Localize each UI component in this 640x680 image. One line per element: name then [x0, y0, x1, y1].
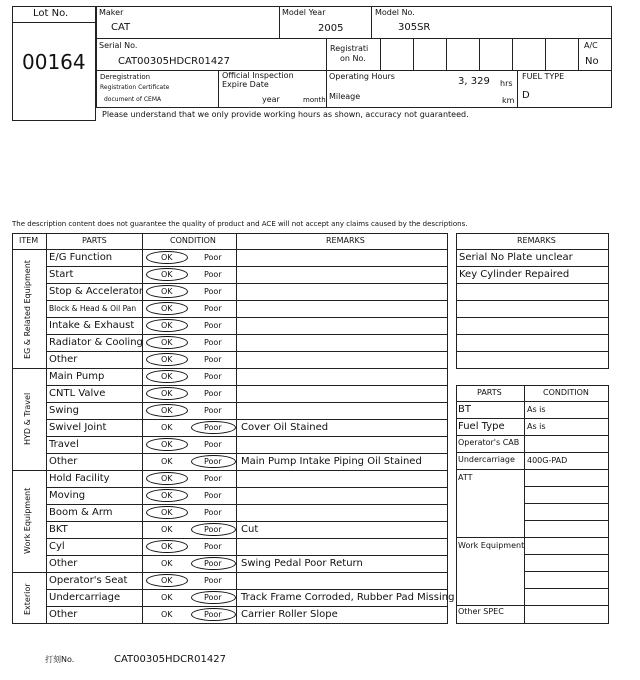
row-part-label: CNTL Valve	[49, 388, 106, 399]
other-spec-label: Other SPEC	[458, 607, 504, 616]
ok-selected-mark	[146, 353, 188, 366]
operating-hours-label: Operating Hours	[329, 72, 395, 81]
year-label: year	[262, 95, 280, 104]
row-part-label: Boom & Arm	[49, 507, 113, 518]
row-part-label: Moving	[49, 490, 86, 501]
parts-panel-part: Undercarriage	[458, 455, 515, 464]
ok-selected-mark	[146, 302, 188, 315]
condition-poor[interactable]: Poor	[204, 491, 222, 500]
row-part-label: Start	[49, 269, 74, 280]
col-condition-header: CONDITION	[170, 236, 216, 245]
condition-ok[interactable]: OK	[161, 423, 173, 432]
att-label: ATT	[458, 473, 473, 482]
condition-ok[interactable]: OK	[161, 304, 173, 313]
row-part-label: Other	[49, 456, 78, 467]
row-part-label: Other	[49, 354, 78, 365]
row-remark: Swing Pedal Poor Return	[241, 558, 363, 569]
poor-selected-mark	[191, 421, 236, 434]
condition-poor[interactable]: Poor	[204, 508, 222, 517]
hrs-unit: hrs	[500, 79, 513, 88]
condition-poor[interactable]: Poor	[204, 338, 222, 347]
poor-selected-mark	[191, 557, 236, 570]
group-label-work-equipment: Work Equipment	[23, 487, 32, 555]
row-part-label: Other	[49, 609, 78, 620]
condition-ok[interactable]: OK	[161, 372, 173, 381]
row-part-label: Cyl	[49, 541, 65, 552]
deregistration-label: Deregistration	[100, 73, 151, 81]
condition-poor[interactable]: Poor	[204, 610, 222, 619]
row-part-label: Intake & Exhaust	[49, 320, 135, 331]
ok-selected-mark	[146, 285, 188, 298]
condition-ok[interactable]: OK	[161, 406, 173, 415]
registration-certificate-label: Registration Certificate	[100, 84, 170, 91]
poor-selected-mark	[191, 591, 236, 604]
condition-ok[interactable]: OK	[161, 508, 173, 517]
condition-ok[interactable]: OK	[161, 491, 173, 500]
row-part-label: Undercarriage	[49, 592, 121, 603]
row-part-label: Travel	[49, 439, 79, 450]
model-year-label: Model Year	[282, 8, 326, 17]
operating-hours-value: 3, 329	[458, 76, 490, 87]
row-part-label: Block & Head & Oil Pan	[49, 304, 137, 313]
parts-panel-part: Fuel Type	[458, 421, 505, 432]
row-part-label: Operator's Seat	[49, 575, 128, 586]
maker-value: CAT	[111, 22, 131, 33]
condition-ok[interactable]: OK	[161, 389, 173, 398]
ok-selected-mark	[146, 336, 188, 349]
condition-ok[interactable]: OK	[161, 355, 173, 364]
condition-ok[interactable]: OK	[161, 542, 173, 551]
inspection-label: Official Inspection	[222, 71, 294, 80]
condition-poor[interactable]: Poor	[204, 321, 222, 330]
parts-panel-condition: As is	[527, 422, 546, 431]
col-item-header: ITEM	[19, 236, 39, 245]
ac-value: No	[585, 56, 599, 67]
mileage-label: Mileage	[329, 92, 361, 101]
ok-selected-mark	[146, 489, 188, 502]
row-remark: Main Pump Intake Piping Oil Stained	[241, 456, 422, 467]
row-part-label: BKT	[49, 524, 68, 535]
condition-ok[interactable]: OK	[161, 338, 173, 347]
condition-ok[interactable]: OK	[161, 321, 173, 330]
model-year-value: 2005	[318, 23, 344, 34]
group-label-exterior: Exterior	[23, 583, 32, 615]
serial-label: Serial No.	[99, 41, 138, 50]
parts-panel-condition: As is	[527, 405, 546, 414]
condition-poor[interactable]: Poor	[204, 423, 222, 432]
ok-selected-mark	[146, 319, 188, 332]
poor-selected-mark	[191, 608, 236, 621]
stamp-label: 打刻No.	[45, 655, 75, 664]
row-part-label: Swing	[49, 405, 79, 416]
ok-selected-mark	[146, 268, 188, 281]
maker-label: Maker	[99, 8, 124, 17]
condition-poor[interactable]: Poor	[204, 270, 222, 279]
ac-label: A/C	[584, 41, 598, 50]
condition-poor[interactable]: Poor	[204, 389, 222, 398]
ok-selected-mark	[146, 438, 188, 451]
condition-ok[interactable]: OK	[161, 457, 173, 466]
row-part-label: Main Pump	[49, 371, 105, 382]
condition-poor[interactable]: Poor	[204, 525, 222, 534]
condition-ok[interactable]: OK	[161, 576, 173, 585]
group-label-hyd-travel: HYD & Travel	[23, 392, 32, 446]
condition-poor[interactable]: Poor	[204, 355, 222, 364]
disclaimer: The description content does not guarantee the quality of product and ACE will not accept any claims caused by the descriptions.	[12, 220, 468, 228]
ok-selected-mark	[146, 472, 188, 485]
condition-poor[interactable]: Poor	[204, 253, 222, 262]
km-unit: km	[502, 96, 515, 105]
parts-panel-col-condition: CONDITION	[543, 388, 589, 397]
row-remark: Cover Oil Stained	[241, 422, 329, 433]
condition-ok[interactable]: OK	[161, 287, 173, 296]
row-part-label: Other	[49, 558, 78, 569]
lot-no-label: Lot No.	[33, 8, 69, 19]
registration-label: Registrati	[330, 44, 369, 53]
model-no-value: 305SR	[398, 22, 431, 33]
condition-ok[interactable]: OK	[161, 253, 173, 262]
condition-poor[interactable]: Poor	[204, 372, 222, 381]
ok-selected-mark	[146, 370, 188, 383]
condition-poor[interactable]: Poor	[204, 304, 222, 313]
cema-label: document of CEMA	[104, 96, 162, 103]
condition-poor[interactable]: Poor	[204, 440, 222, 449]
condition-poor[interactable]: Poor	[204, 406, 222, 415]
lot-no-value: 00164	[22, 50, 86, 74]
parts-panel-part: Operator's CAB	[458, 438, 520, 447]
row-remark: Carrier Roller Slope	[241, 609, 338, 620]
fuel-type-value: D	[522, 90, 530, 101]
ok-selected-mark	[146, 251, 188, 264]
row-part-label: Hold Facility	[49, 473, 110, 484]
work-equipment-label: Work Equipment	[458, 541, 525, 550]
row-part-label: Swivel Joint	[49, 422, 107, 433]
model-no-label: Model No.	[375, 8, 415, 17]
condition-poor[interactable]: Poor	[204, 576, 222, 585]
remarks-panel-title: REMARKS	[517, 236, 556, 245]
ok-selected-mark	[146, 387, 188, 400]
ok-selected-mark	[146, 574, 188, 587]
condition-poor[interactable]: Poor	[204, 474, 222, 483]
parts-panel-condition: 400G-PAD	[527, 456, 568, 465]
remarks-panel-line: Key Cylinder Repaired	[459, 269, 570, 280]
col-remarks-header: REMARKS	[326, 236, 365, 245]
condition-ok[interactable]: OK	[161, 525, 173, 534]
fuel-type-label: FUEL TYPE	[522, 72, 565, 81]
ok-selected-mark	[146, 404, 188, 417]
condition-poor[interactable]: Poor	[204, 457, 222, 466]
condition-poor[interactable]: Poor	[204, 593, 222, 602]
parts-panel-part: BT	[458, 404, 471, 415]
row-remark: Track Frame Corroded, Rubber Pad Missing	[241, 592, 455, 603]
condition-poor[interactable]: Poor	[204, 559, 222, 568]
condition-ok[interactable]: OK	[161, 474, 173, 483]
ok-selected-mark	[146, 540, 188, 553]
month-label: month	[303, 96, 326, 104]
ok-selected-mark	[146, 506, 188, 519]
condition-ok[interactable]: OK	[161, 593, 173, 602]
poor-selected-mark	[191, 455, 236, 468]
condition-ok[interactable]: OK	[161, 610, 173, 619]
col-parts-header: PARTS	[82, 236, 107, 245]
row-part-label: E/G Function	[49, 252, 113, 263]
registration-label-2: on No.	[340, 54, 366, 63]
hours-note: Please understand that we only provide working hours as shown, accuracy not guaranteed.	[102, 110, 469, 119]
stamp-value: CAT00305HDCR01427	[114, 654, 226, 665]
remarks-panel-line: Serial No Plate unclear	[459, 252, 573, 263]
condition-poor[interactable]: Poor	[204, 287, 222, 296]
serial-value: CAT00305HDCR01427	[118, 56, 230, 67]
parts-panel-col-parts: PARTS	[477, 388, 502, 397]
poor-selected-mark	[191, 523, 236, 536]
row-part-label: Radiator & Cooling	[49, 337, 143, 348]
condition-ok[interactable]: OK	[161, 440, 173, 449]
condition-ok[interactable]: OK	[161, 270, 173, 279]
row-part-label: Stop & Accelerator	[49, 286, 144, 297]
condition-poor[interactable]: Poor	[204, 542, 222, 551]
inspection-label-2: Expire Date	[222, 80, 269, 89]
group-label-engine: EG & Related Equipment	[23, 260, 32, 360]
condition-ok[interactable]: OK	[161, 559, 173, 568]
row-remark: Cut	[241, 524, 259, 535]
